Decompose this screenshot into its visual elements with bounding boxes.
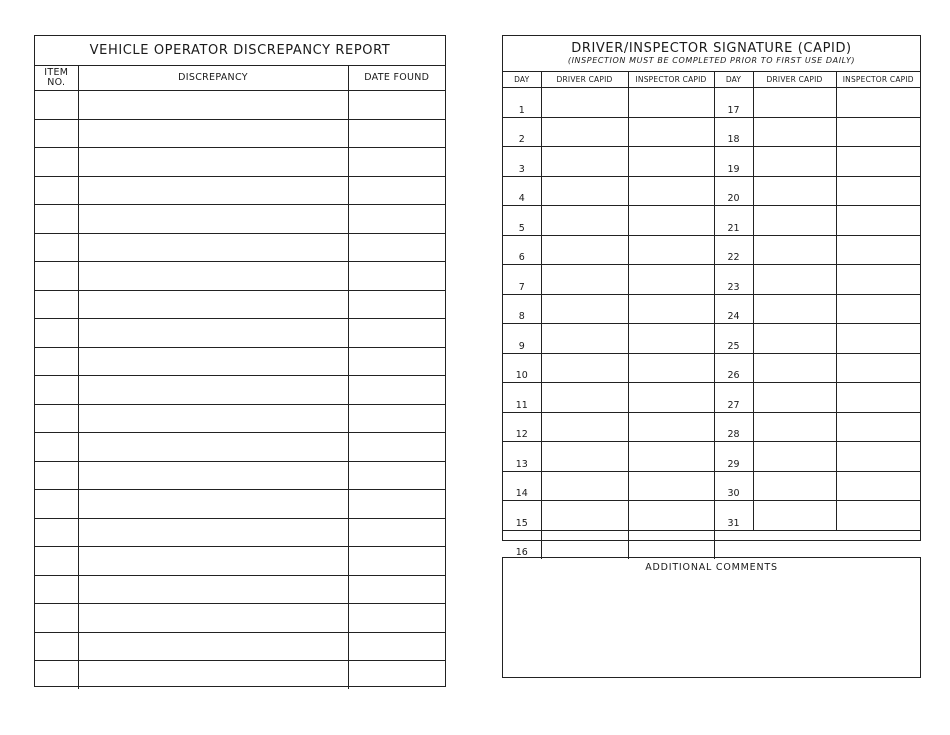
date-found-cell[interactable] [348, 233, 445, 262]
item-no-cell[interactable] [35, 575, 78, 604]
signature-row [503, 88, 920, 118]
item-no-cell[interactable] [35, 518, 78, 547]
inspector-capid-cell[interactable] [836, 324, 920, 354]
discrepancy-row [35, 233, 445, 262]
discrepancy-row [35, 433, 445, 462]
driver-capid-cell[interactable] [753, 117, 836, 147]
inspector-capid-cell[interactable] [836, 353, 920, 383]
inspector-capid-cell[interactable] [836, 147, 920, 177]
discrepancy-cell[interactable] [78, 233, 348, 262]
item-no-cell[interactable] [35, 91, 78, 120]
signature-row [503, 353, 920, 383]
discrepancy-row [35, 518, 445, 547]
driver-capid-cell[interactable] [541, 265, 628, 295]
driver-capid-cell[interactable] [541, 88, 628, 118]
signature-row [503, 265, 920, 295]
day-number: 2 [503, 117, 541, 147]
item-no-cell[interactable] [35, 490, 78, 519]
signature-row [503, 176, 920, 206]
inspector-capid-cell[interactable] [628, 265, 714, 295]
date-found-cell[interactable] [348, 547, 445, 576]
signature-row [503, 324, 920, 354]
date-found-cell[interactable] [348, 490, 445, 519]
date-found-header: DATE FOUND [348, 66, 445, 91]
day-number: 19 [714, 147, 753, 177]
item-no-cell[interactable] [35, 148, 78, 177]
date-found-cell[interactable] [348, 176, 445, 205]
inspector-capid-cell[interactable] [628, 501, 714, 531]
discrepancy-cell[interactable] [78, 404, 348, 433]
discrepancy-row [35, 262, 445, 291]
day-number: 12 [503, 412, 541, 442]
discrepancy-row [35, 604, 445, 633]
inspector-capid-cell[interactable] [836, 117, 920, 147]
item-no-cell[interactable] [35, 347, 78, 376]
discrepancy-header: DISCREPANCY [78, 66, 348, 91]
day-number: 25 [714, 324, 753, 354]
date-found-cell[interactable] [348, 433, 445, 462]
signature-row [503, 412, 920, 442]
day-number: 3 [503, 147, 541, 177]
driver-capid-cell[interactable] [753, 265, 836, 295]
day-number: 13 [503, 442, 541, 472]
discrepancy-cell[interactable] [78, 518, 348, 547]
discrepancy-table [35, 36, 445, 689]
discrepancy-row [35, 490, 445, 519]
day-number: 22 [714, 235, 753, 265]
discrepancy-cell[interactable] [78, 661, 348, 689]
signature-title: DRIVER/INSPECTOR SIGNATURE (CAPID) [571, 41, 852, 56]
inspector-capid-cell[interactable] [836, 471, 920, 501]
discrepancy-row [35, 176, 445, 205]
signature-row [503, 501, 920, 531]
inspector-capid-cell[interactable] [836, 383, 920, 413]
item-no-cell[interactable] [35, 547, 78, 576]
additional-comments-box[interactable] [502, 557, 921, 678]
signature-row [503, 442, 920, 472]
date-found-cell[interactable] [348, 319, 445, 348]
day-number: 20 [714, 176, 753, 206]
inspector-capid-cell[interactable] [628, 383, 714, 413]
discrepancy-row [35, 547, 445, 576]
discrepancy-row [35, 575, 445, 604]
item-no-cell[interactable] [35, 205, 78, 234]
driver-capid-cell[interactable] [753, 501, 836, 531]
driver-capid-cell[interactable] [753, 442, 836, 472]
day-number: 5 [503, 206, 541, 236]
discrepancy-cell[interactable] [78, 347, 348, 376]
discrepancy-cell[interactable] [78, 290, 348, 319]
day-number: 11 [503, 383, 541, 413]
discrepancy-row [35, 661, 445, 689]
discrepancy-row [35, 148, 445, 177]
discrepancy-cell[interactable] [78, 91, 348, 120]
discrepancy-cell[interactable] [78, 490, 348, 519]
item-no-cell[interactable] [35, 262, 78, 291]
signature-row [503, 471, 920, 501]
date-found-cell[interactable] [348, 604, 445, 633]
discrepancy-cell[interactable] [78, 461, 348, 490]
inspector-capid-cell[interactable] [836, 206, 920, 236]
day-number: 14 [503, 471, 541, 501]
discrepancy-cell[interactable] [78, 433, 348, 462]
inspector-capid-cell[interactable] [628, 235, 714, 265]
day-number: 23 [714, 265, 753, 295]
date-found-cell[interactable] [348, 518, 445, 547]
driver-capid-cell[interactable] [541, 530, 628, 559]
discrepancy-row [35, 632, 445, 661]
date-found-cell[interactable] [348, 575, 445, 604]
driver-capid-cell[interactable] [541, 383, 628, 413]
driver-capid-cell[interactable] [541, 324, 628, 354]
date-found-cell[interactable] [348, 404, 445, 433]
discrepancy-row [35, 347, 445, 376]
discrepancy-row [35, 319, 445, 348]
day-number: 30 [714, 471, 753, 501]
driver-capid-cell[interactable] [753, 147, 836, 177]
inspector-capid-cell[interactable] [836, 501, 920, 531]
inspector-capid-cell[interactable] [628, 117, 714, 147]
empty-cell [714, 530, 920, 559]
discrepancy-cell[interactable] [78, 632, 348, 661]
day-number: 7 [503, 265, 541, 295]
inspector-capid-cell[interactable] [628, 147, 714, 177]
inspector-capid-cell[interactable] [836, 442, 920, 472]
discrepancy-cell[interactable] [78, 119, 348, 148]
signature-log [502, 35, 921, 558]
item-no-cell[interactable] [35, 119, 78, 148]
item-no-cell[interactable] [35, 461, 78, 490]
discrepancy-row [35, 404, 445, 433]
item-no-cell[interactable] [35, 604, 78, 633]
item-no-cell[interactable] [35, 661, 78, 689]
discrepancy-cell[interactable] [78, 262, 348, 291]
item-no-cell[interactable] [35, 176, 78, 205]
signature-row [503, 530, 920, 559]
inspector-capid-cell[interactable] [628, 353, 714, 383]
driver-capid-cell[interactable] [753, 412, 836, 442]
signature-table [503, 36, 920, 559]
inspector-capid-cell[interactable] [836, 176, 920, 206]
day-number: 21 [714, 206, 753, 236]
day-number: 24 [714, 294, 753, 324]
driver-capid-cell[interactable] [541, 353, 628, 383]
item-no-cell[interactable] [35, 632, 78, 661]
date-found-cell[interactable] [348, 661, 445, 689]
date-found-cell[interactable] [348, 461, 445, 490]
signature-row [503, 147, 920, 177]
driver-capid-cell[interactable] [541, 176, 628, 206]
driver-capid-cell[interactable] [541, 206, 628, 236]
signature-row [503, 206, 920, 236]
day-number: 8 [503, 294, 541, 324]
day-number: 15 [503, 501, 541, 531]
inspector-capid-cell[interactable] [628, 412, 714, 442]
day-number: 17 [714, 88, 753, 118]
item-no-cell[interactable] [35, 319, 78, 348]
date-found-cell[interactable] [348, 290, 445, 319]
signature-row [503, 235, 920, 265]
day-number: 16 [503, 530, 541, 559]
signature-subtitle: (INSPECTION MUST BE COMPLETED PRIOR TO FIRST USE DAILY) [567, 56, 856, 65]
date-found-cell[interactable] [348, 148, 445, 177]
discrepancy-row [35, 205, 445, 234]
item-no-cell[interactable] [35, 404, 78, 433]
discrepancy-cell[interactable] [78, 575, 348, 604]
discrepancy-cell[interactable] [78, 547, 348, 576]
inspector-capid-cell[interactable] [836, 265, 920, 295]
driver-capid-cell[interactable] [541, 117, 628, 147]
discrepancy-row [35, 119, 445, 148]
date-found-cell[interactable] [348, 376, 445, 405]
driver-capid-cell[interactable] [541, 471, 628, 501]
item-no-cell[interactable] [35, 433, 78, 462]
inspector-capid-cell[interactable] [836, 235, 920, 265]
inspector-capid-cell[interactable] [628, 176, 714, 206]
inspector-capid-header-left: INSPECTOR CAPID [628, 72, 714, 88]
day-number: 31 [714, 501, 753, 531]
inspector-capid-cell[interactable] [628, 471, 714, 501]
signature-row [503, 383, 920, 413]
inspector-capid-cell[interactable] [628, 530, 714, 559]
day-number: 26 [714, 353, 753, 383]
discrepancy-cell[interactable] [78, 376, 348, 405]
date-found-cell[interactable] [348, 347, 445, 376]
inspector-capid-cell[interactable] [628, 324, 714, 354]
day-number: 9 [503, 324, 541, 354]
discrepancy-cell[interactable] [78, 148, 348, 177]
day-header-left: DAY [503, 72, 541, 88]
day-number: 4 [503, 176, 541, 206]
discrepancy-cell[interactable] [78, 176, 348, 205]
inspector-capid-cell[interactable] [836, 294, 920, 324]
date-found-cell[interactable] [348, 262, 445, 291]
inspector-capid-cell[interactable] [628, 294, 714, 324]
item-no-header: ITEM NO. [35, 66, 78, 91]
signature-title-cell [503, 36, 920, 72]
signature-row [503, 294, 920, 324]
inspector-capid-cell[interactable] [628, 88, 714, 118]
discrepancy-row [35, 91, 445, 120]
day-number: 27 [714, 383, 753, 413]
driver-capid-cell[interactable] [753, 471, 836, 501]
driver-capid-cell[interactable] [541, 442, 628, 472]
item-no-cell[interactable] [35, 290, 78, 319]
date-found-cell[interactable] [348, 91, 445, 120]
day-number: 10 [503, 353, 541, 383]
driver-capid-cell[interactable] [753, 235, 836, 265]
driver-capid-cell[interactable] [753, 383, 836, 413]
driver-capid-header-right: DRIVER CAPID [753, 72, 836, 88]
inspector-capid-header-right: INSPECTOR CAPID [836, 72, 920, 88]
date-found-cell[interactable] [348, 119, 445, 148]
date-found-cell[interactable] [348, 632, 445, 661]
day-number: 28 [714, 412, 753, 442]
discrepancy-cell[interactable] [78, 205, 348, 234]
discrepancy-row [35, 290, 445, 319]
driver-capid-cell[interactable] [541, 147, 628, 177]
day-number: 1 [503, 88, 541, 118]
day-number: 29 [714, 442, 753, 472]
day-number: 18 [714, 117, 753, 147]
additional-comments-label: ADDITIONAL COMMENTS [645, 562, 778, 573]
inspector-capid-cell[interactable] [836, 412, 920, 442]
driver-capid-cell[interactable] [541, 235, 628, 265]
item-no-cell[interactable] [35, 233, 78, 262]
driver-capid-cell[interactable] [753, 176, 836, 206]
driver-capid-cell[interactable] [753, 88, 836, 118]
driver-capid-header-left: DRIVER CAPID [541, 72, 628, 88]
signature-row [503, 117, 920, 147]
date-found-cell[interactable] [348, 205, 445, 234]
driver-capid-cell[interactable] [753, 324, 836, 354]
item-no-cell[interactable] [35, 376, 78, 405]
day-header-right: DAY [714, 72, 753, 88]
driver-capid-cell[interactable] [753, 294, 836, 324]
driver-capid-cell[interactable] [753, 206, 836, 236]
inspector-capid-cell[interactable] [836, 88, 920, 118]
report-title: VEHICLE OPERATOR DISCREPANCY REPORT [35, 36, 445, 66]
discrepancy-row [35, 461, 445, 490]
driver-capid-cell[interactable] [541, 501, 628, 531]
day-number: 6 [503, 235, 541, 265]
discrepancy-report [34, 35, 446, 687]
discrepancy-cell[interactable] [78, 604, 348, 633]
driver-capid-cell[interactable] [753, 353, 836, 383]
driver-capid-cell[interactable] [541, 294, 628, 324]
discrepancy-cell[interactable] [78, 319, 348, 348]
driver-capid-cell[interactable] [541, 412, 628, 442]
discrepancy-row [35, 376, 445, 405]
inspector-capid-cell[interactable] [628, 442, 714, 472]
inspector-capid-cell[interactable] [628, 206, 714, 236]
